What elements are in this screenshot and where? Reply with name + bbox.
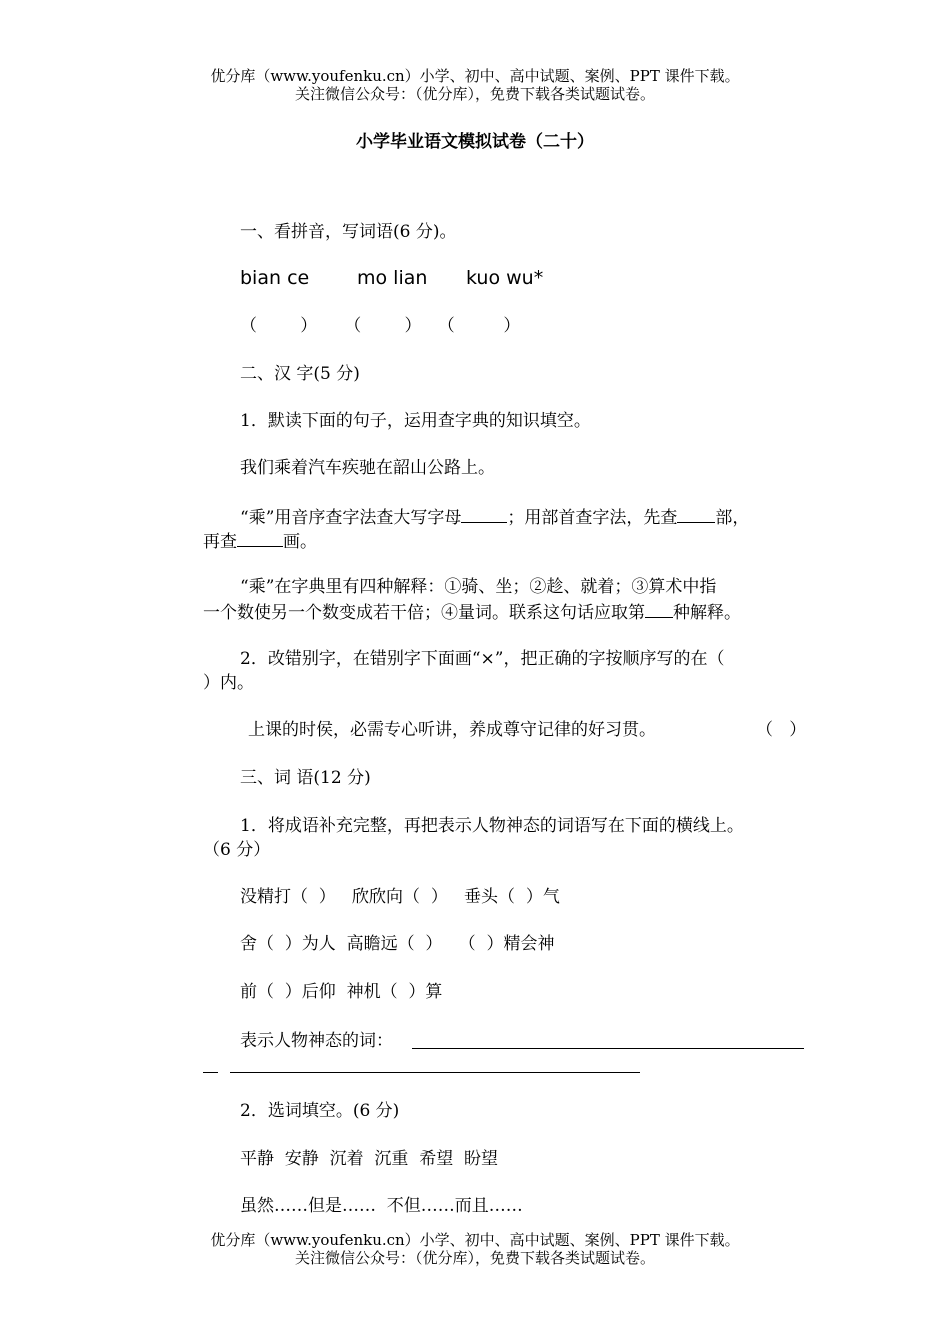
page-header	[0, 67, 950, 103]
p1-text-e: 画。	[283, 532, 317, 552]
section2-p1-line1	[240, 506, 749, 528]
section3-q1-line2: （6 分）	[203, 840, 271, 860]
section3-heading: 三、词 语(12 分)	[240, 768, 371, 788]
section2-q2-line2: ）内。	[203, 673, 254, 693]
header-line-2: 关注微信公众号：（优分库），免费下载各类试题试卷。	[294, 85, 655, 103]
pinyin-1: bian ce	[240, 267, 310, 289]
footer-line-1: 优分库（www.youfenku.cn）小学、初中、高中试题、案例、PPT 课件下载。	[210, 1231, 740, 1249]
blank-strokes[interactable]	[237, 530, 283, 547]
answer-line-1[interactable]	[412, 1048, 804, 1049]
section2-q2-line1: 2．改错别字，在错别字下面画“×”，把正确的字按顺序写的在（	[240, 649, 725, 669]
p1-text-d: 再查	[203, 532, 237, 552]
footer-line-2: 关注微信公众号：（优分库），免费下载各类试题试卷。	[294, 1249, 655, 1267]
conjunction-choices: 虽然……但是…… 不但……而且……	[240, 1196, 523, 1216]
section3-q1-line1: 1．将成语补充完整，再把表示人物神态的词语写在下面的横线上。	[240, 816, 744, 836]
p2-text-a: 一个数使另一个数变成若干倍；④量词。联系这句话应取第	[203, 603, 645, 623]
section3-q2: 2．选词填空。(6 分)	[240, 1101, 400, 1121]
idioms-row-2: 舍（ ）为人 高瞻远（ ） （ ）精会神	[240, 934, 555, 954]
answer-line-2a[interactable]	[203, 1072, 218, 1073]
section2-q2-sentence: 上课的时侯，必需专心听讲，养成尊守记律的好习贯。	[248, 720, 656, 740]
section2-heading: 二、汉 字(5 分)	[240, 364, 360, 384]
section1-heading: 一、看拼音，写词语(6 分)。	[240, 222, 457, 242]
section2-p2-line1: “乘”在字典里有四种解释：①骑、坐；②趁、就着；③算术中指	[240, 577, 717, 597]
section2-p2-line2	[203, 601, 741, 623]
pinyin-3: kuo wu*	[466, 267, 544, 289]
word-choices: 平静 安静 沉着 沉重 希望 盼望	[240, 1149, 499, 1169]
header-line-1: 优分库（www.youfenku.cn）小学、初中、高中试题、案例、PPT 课件下载。	[210, 67, 740, 85]
section2-q1: 1．默读下面的句子，运用查字典的知识填空。	[240, 411, 591, 431]
pinyin-2: mo lian	[357, 267, 428, 289]
p1-text-a: “乘”用音序查字法查大写字母	[240, 508, 462, 528]
p1-text-c: 部，	[715, 508, 750, 528]
section2-p1-line2	[203, 530, 317, 552]
blank-radical[interactable]	[677, 506, 715, 523]
pinyin-answer-parens: （ ） （ ） （ ）	[240, 316, 521, 336]
idioms-row-1: 没精打（ ） 欣欣向（ ） 垂头（ ）气	[240, 887, 560, 907]
answer-line-2b[interactable]	[230, 1072, 640, 1073]
blank-meaning[interactable]	[645, 601, 673, 618]
section2-sentence: 我们乘着汽车疾驰在韶山公路上。	[240, 458, 495, 478]
p2-text-b: 种解释。	[673, 603, 741, 623]
idioms-row-3: 前（ ）后仰 神机（ ）算	[240, 982, 443, 1002]
blank-letter[interactable]	[461, 506, 507, 523]
page-title: 小学毕业语文模拟试卷（二十）	[356, 132, 594, 152]
section2-q2-paren[interactable]: （ ）	[756, 720, 807, 740]
p1-text-b: ；用部首查字法，先查	[507, 508, 678, 528]
shentai-label: 表示人物神态的词：	[240, 1031, 393, 1051]
page-footer	[0, 1231, 950, 1267]
